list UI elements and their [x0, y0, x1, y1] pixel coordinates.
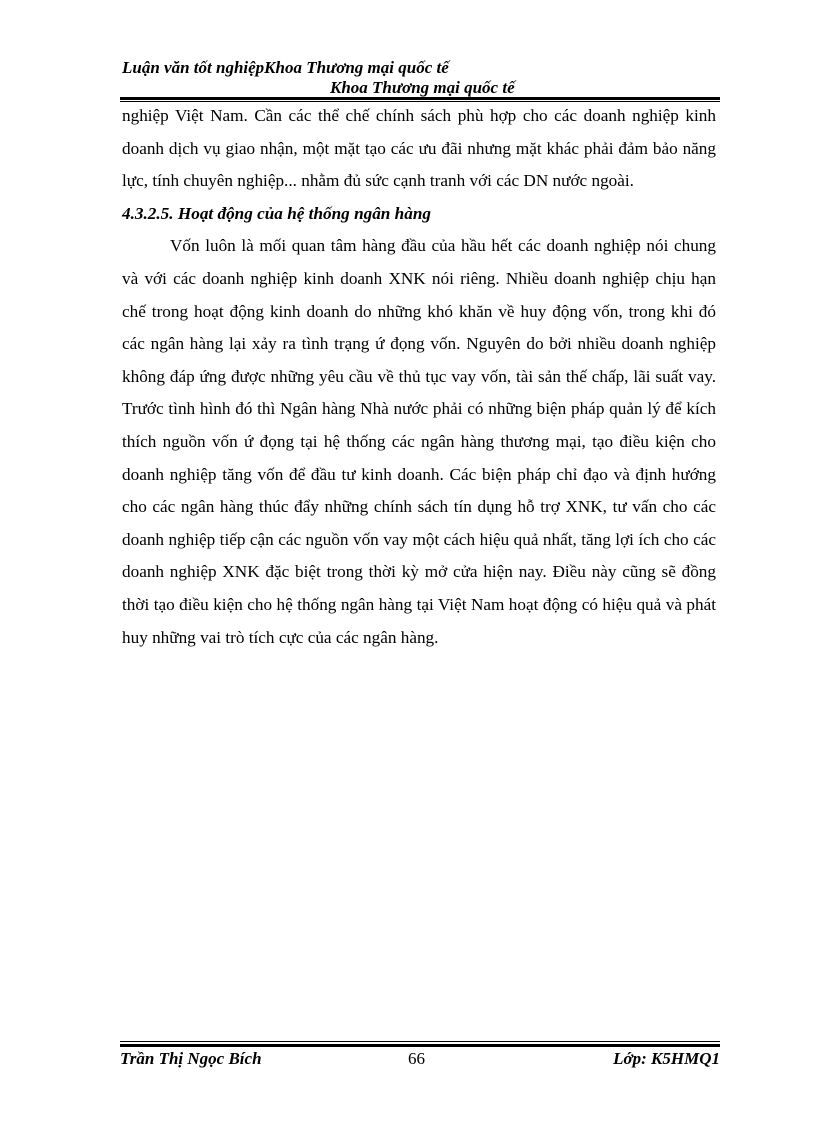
section-heading: 4.3.2.5. Hoạt động của hệ thống ngân hàng [122, 203, 431, 223]
header-subtitle: Khoa Thương mại quốc tế [330, 78, 515, 97]
header-title: Luận văn tốt nghiệpKhoa Thương mại quốc tế [122, 58, 449, 77]
footer-rule [120, 1044, 720, 1047]
continued-paragraph: nghiệp Việt Nam. Cần các thể chế chính sách phù hợp cho các doanh nghiệp kinh doanh dịch vụ giao nhận, một mặt tạo các ưu đãi nhưng mặt khác phải đảm bảo năng lực, tính chuyên nghiệp... nhằm đủ sức cạnh tranh với các DN nước ngoài. [122, 106, 716, 191]
footer-author: Trần Thị Ngọc Bích [120, 1049, 262, 1068]
document-body [122, 100, 716, 654]
footer-class: Lớp: K5HMQ1 [613, 1049, 720, 1068]
section-paragraph: Vốn luôn là mối quan tâm hàng đầu của hầu hết các doanh nghiệp nói chung và với các doanh nghiệp kinh doanh XNK nói riêng. Nhiều doanh nghiệp chịu hạn chế trong hoạt động kinh doanh do những khó khăn về huy động vốn, trong khi đó các ngân hàng lại xảy ra tình trạng ứ đọng vốn. Nguyên do bởi nhiều doanh nghiệp không đáp ứng được những yêu cầu về thủ tục vay vốn, tài sản thế chấp, lãi suất vay. Trước tình hình đó thì Ngân hàng Nhà nước phải có những biện pháp quản lý để kích thích nguồn vốn ứ đọng tại hệ thống các ngân hàng thương mại, tạo điều kiện cho doanh nghiệp tăng vốn để đầu tư kinh doanh. Các biện pháp chỉ đạo và định hướng cho các ngân hàng thúc đẩy những chính sách tín dụng hỗ trợ XNK, tư vấn cho các doanh nghiệp tiếp cận các nguồn vốn vay một cách hiệu quả nhất, tăng lợi ích cho các doanh nghiệp XNK đặc biệt trong thời kỳ mở cửa hiện nay. Điều này cũng sẽ đồng thời tạo điều kiện cho hệ thống ngân hàng tại Việt Nam hoạt động có hiệu quả và phát huy những vai trò tích cực của các ngân hàng. [122, 236, 716, 647]
page-number: 66 [408, 1049, 425, 1068]
footer-rule-thin [120, 1041, 720, 1042]
